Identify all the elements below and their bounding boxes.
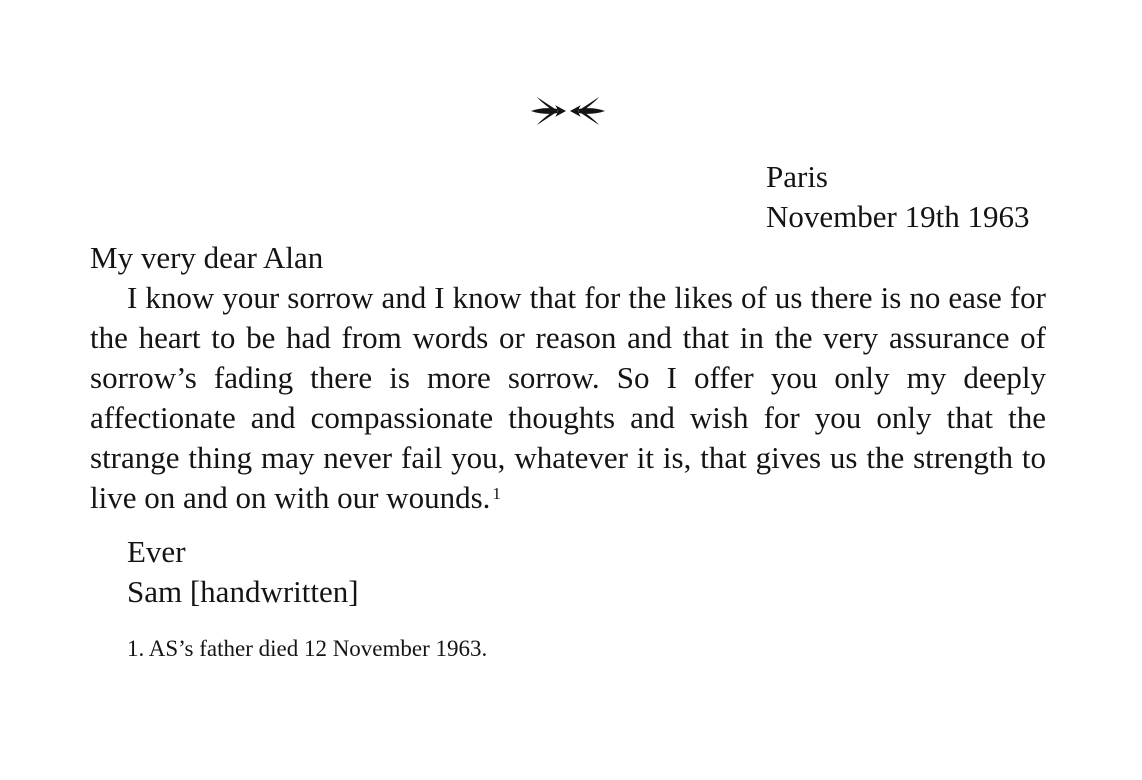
closing-word: Ever xyxy=(127,534,186,569)
salutation: My very dear Alan xyxy=(90,240,324,275)
letter-place: Paris xyxy=(766,159,828,194)
letter-body xyxy=(90,278,1046,518)
letter-date: November 19th 1963 xyxy=(766,199,1030,234)
footnote-reference: 1 xyxy=(492,484,501,503)
letter-heading xyxy=(766,157,1029,237)
letter-closing xyxy=(127,532,359,612)
signature: Sam [handwritten] xyxy=(127,574,359,609)
footnote: 1. AS’s father died 12 November 1963. xyxy=(127,636,488,661)
fleuron-ornament-icon xyxy=(529,93,607,129)
letter-body-text: I know your sorrow and I know that for the likes of us there is no ease for the heart to be had from words or reason and that in the very assurance of sorrow’s fading there is more sorrow. So I offer you only my deeply affectionate and compassionate thoughts and wish for you only that the strange thing may never fail you, whatever it is, that gives us the strength to live on and on with our wounds. xyxy=(90,280,1046,515)
